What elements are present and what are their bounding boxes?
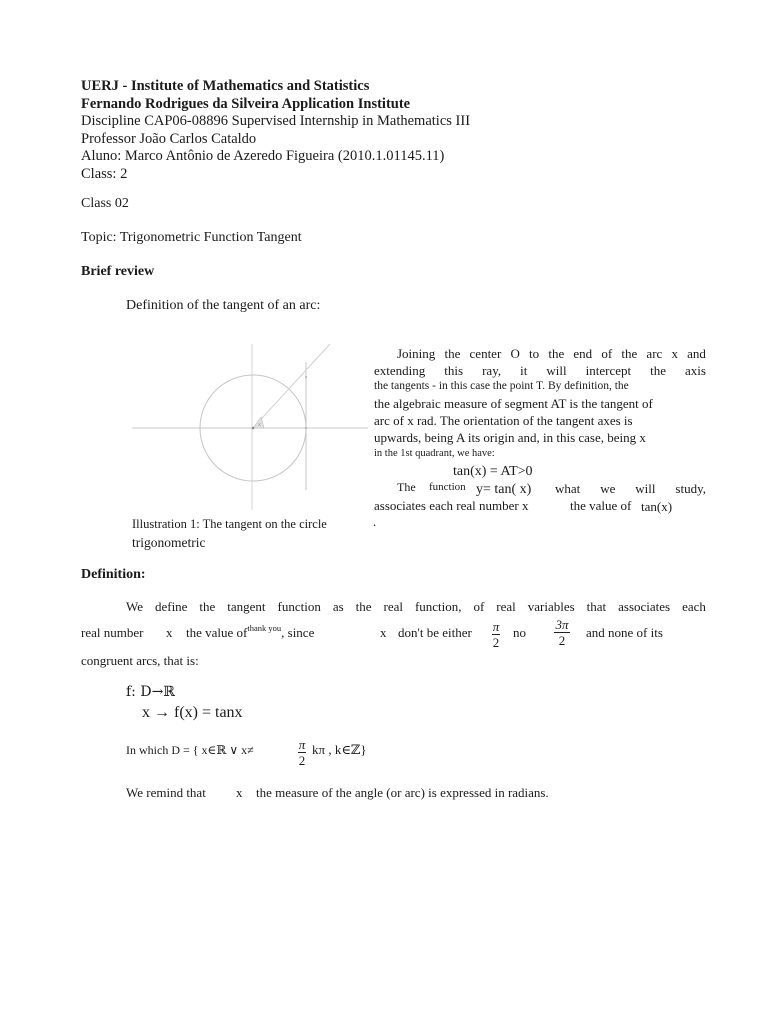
word: we [600, 481, 616, 496]
word: and [687, 346, 706, 361]
word: to [529, 346, 540, 361]
word: real [383, 599, 403, 614]
word: extending [374, 363, 426, 378]
word: function [277, 599, 321, 614]
side-period: . [373, 514, 377, 529]
word: the [444, 346, 461, 361]
word: ray, [482, 363, 502, 378]
word: this [444, 363, 464, 378]
illustration-caption-line2: trigonometric [132, 535, 206, 550]
function-mapping-line2: x → f(x) = tanx [142, 704, 243, 721]
def-value-of-group [186, 625, 314, 641]
illustration-caption-line1: Illustration 1: The tangent on the circle [132, 517, 327, 531]
side-text-line5: arc of x rad. The orientation of the tangent axes is [374, 413, 633, 428]
word: the [650, 363, 667, 378]
def-value-of: the value of [186, 625, 248, 640]
side-text-line7: in the 1st quadrant, we have: [374, 448, 495, 459]
header-class: Class: 2 [81, 165, 128, 182]
svg-text:x: x [258, 422, 261, 428]
remind-x-var: x [236, 785, 243, 800]
word: axis [685, 363, 706, 378]
side-text-line6: upwards, being A its origin and, in this case, being x [374, 430, 646, 445]
word: of [473, 599, 485, 614]
word: the [355, 599, 372, 614]
def-dont-be-either: don't be either [398, 625, 472, 640]
header-application-institute: Fernando Rodrigues da Silveira Application Institute [81, 95, 411, 112]
domain-definition-b: kπ , k∈ℤ} [312, 742, 367, 757]
side-text-line10-a: associates each real number [374, 498, 519, 513]
fraction-pi-over-2 [487, 620, 505, 649]
def-no: no [513, 625, 526, 640]
def-x-var-2: x [380, 625, 387, 640]
side-tan-x: tan(x) [641, 499, 673, 514]
definition-heading: Definition: [81, 567, 146, 582]
def-x-var: x [166, 625, 173, 640]
tangent-formula: tan(x) = AT>0 [453, 464, 533, 479]
def-superscript: thank you [247, 623, 282, 633]
fraction-denominator: 2 [298, 753, 306, 768]
word: Joining [397, 346, 436, 361]
word: intercept [585, 363, 632, 378]
header-professor: Professor João Carlos Cataldo [81, 130, 257, 147]
definition-para-line1 [126, 599, 706, 615]
def-congruent-arcs: congruent arcs, that is: [81, 653, 199, 668]
def-since: , since [281, 625, 315, 640]
fraction-denominator: 2 [492, 635, 500, 650]
word: the [548, 346, 565, 361]
word: real [496, 599, 516, 614]
word: O [510, 346, 520, 361]
header-student: Aluno: Marco Antônio de Azeredo Figueira (2010.1.01145.11) [81, 148, 445, 164]
word: that [586, 599, 607, 614]
definition-arc-line: Definition of the tangent of an arc: [126, 298, 321, 313]
class-label: Class 02 [81, 196, 129, 211]
word: study, [675, 481, 706, 496]
side-text-line1 [397, 346, 706, 362]
side-text-line4: the algebraic measure of segment AT is the tangent of [374, 396, 653, 411]
fraction-numerator: 3π [555, 617, 569, 632]
header-discipline: Discipline CAP06-08896 Supervised Internship in Mathematics III [81, 113, 471, 129]
word: associates [618, 599, 671, 614]
side-text-line10-b: the value of [570, 498, 632, 513]
word: will [546, 363, 567, 378]
domain-fraction-pi-over-2 [294, 738, 310, 767]
word: x [671, 346, 678, 361]
word: variables [527, 599, 575, 614]
side-function-formula: y= tan( x) [476, 482, 532, 497]
word: of [601, 346, 613, 361]
remind-b: the measure of the angle (or arc) is expressed in radians. [256, 785, 549, 800]
domain-definition-a: In which D = { x∈ℝ ∨ x≠ [126, 743, 254, 757]
word: the [199, 599, 216, 614]
word: will [635, 481, 656, 496]
fraction-3pi-over-2 [549, 618, 575, 647]
tangent-circle-illustration [130, 340, 370, 515]
word: function, [414, 599, 462, 614]
side-x-var: x [522, 498, 529, 513]
def-real-number: real number [81, 625, 144, 640]
word: the [621, 346, 638, 361]
word: tangent [227, 599, 266, 614]
word: center [469, 346, 502, 361]
word: it [520, 363, 528, 378]
word: what [555, 481, 581, 496]
remind-a: We remind that [126, 785, 206, 800]
function-mapping-line1: f: D→ℝ [126, 684, 175, 700]
fraction-numerator: π [298, 737, 306, 752]
word: arc [646, 346, 663, 361]
side-text-line9-rest [555, 481, 706, 497]
side-text-line3: the tangents - in this case the point T. By definition, the [374, 380, 629, 392]
side-the: The [397, 480, 416, 494]
def-none-of-its: and none of its [586, 625, 663, 640]
fraction-numerator: π [492, 619, 500, 634]
brief-review-heading: Brief review [81, 264, 155, 279]
word: We [126, 599, 143, 614]
word: as [332, 599, 344, 614]
header-institution: UERJ - Institute of Mathematics and Statistics [81, 78, 370, 94]
word: define [154, 599, 188, 614]
topic-line: Topic: Trigonometric Function Tangent [81, 230, 302, 245]
side-function: function [429, 481, 466, 493]
side-text-line2 [374, 363, 706, 379]
word: each [682, 599, 706, 614]
fraction-denominator: 2 [558, 633, 566, 648]
word: end [573, 346, 593, 361]
